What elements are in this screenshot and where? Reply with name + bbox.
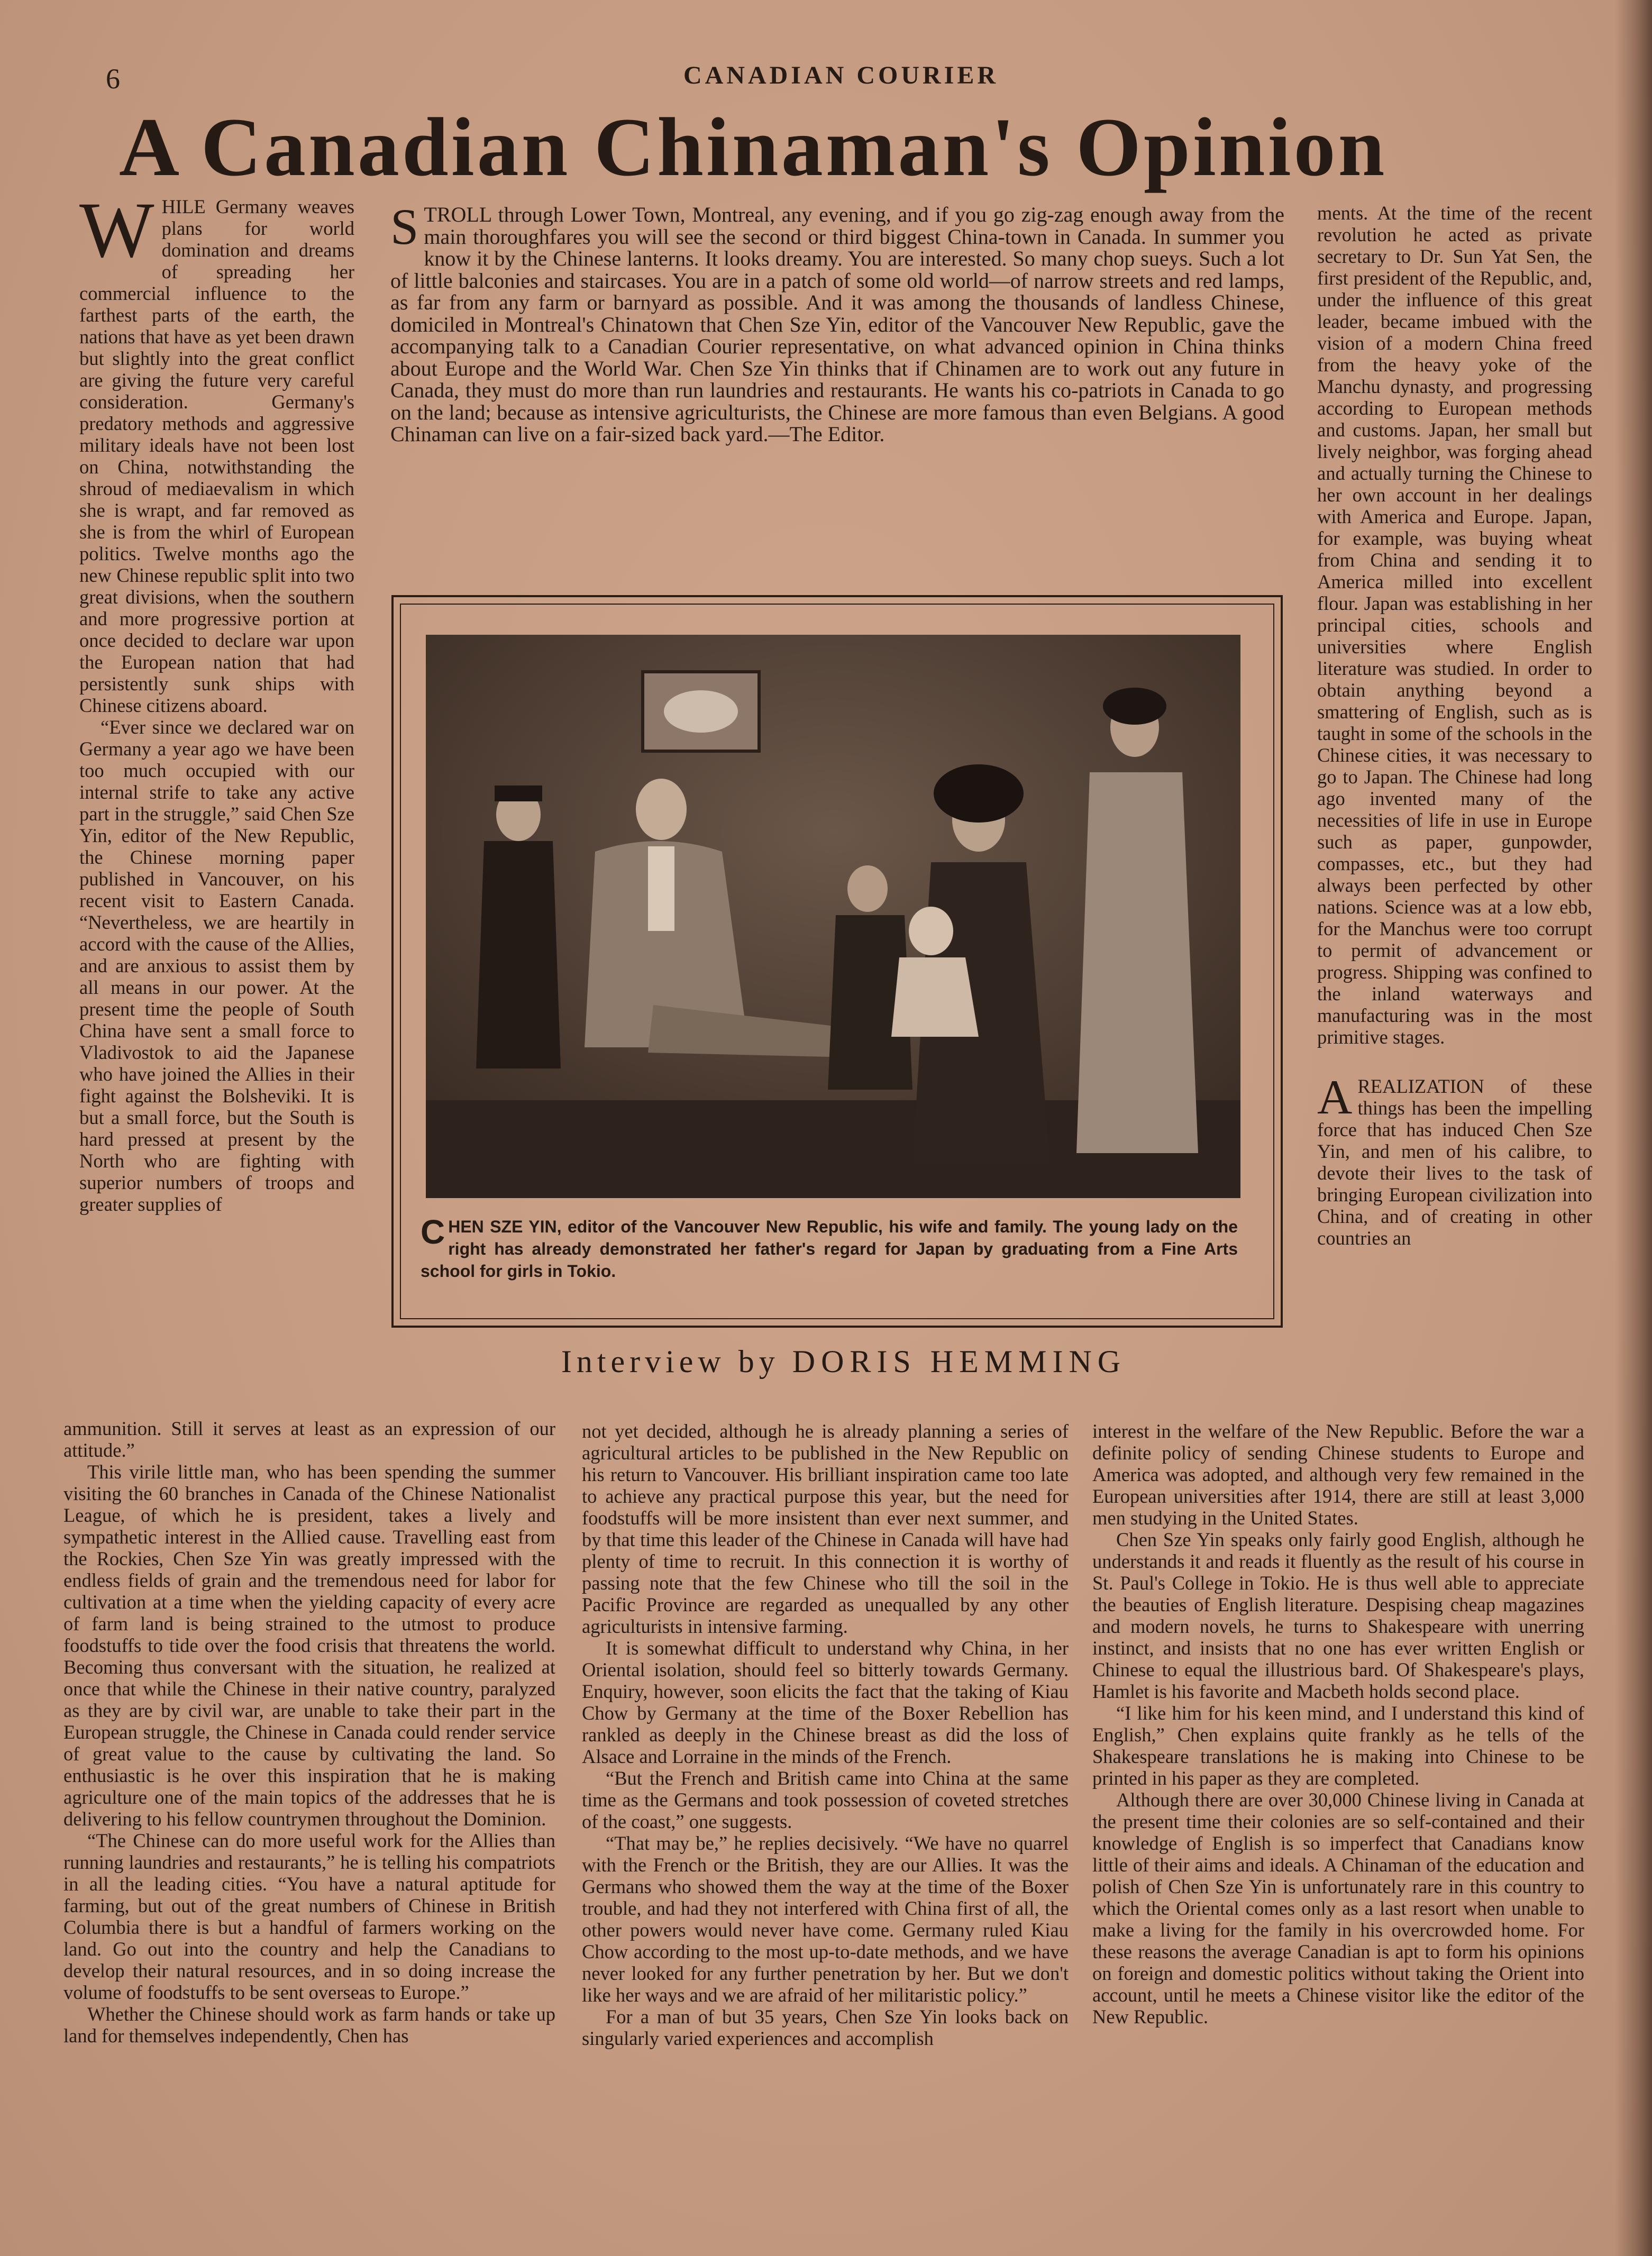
paragraph: Although there are over 30,000 Chinese living in Canada at the present time their colonies are so self-contained and their knowledge of English is so imperfect that Canadians know little of their aims and ideals. A Chinaman of the education and polish of Chen Sze Yin is unfortunately rare in this country to which the Oriental comes only as a last resort when unable to make a living for the family in his overcrowded home. For these reasons the average Canadian is apt to form his opinions on foreign and domestic politics without taking the Orient into account, until he meets a Chinese visitor like the editor of the New Republic. [1092,1789,1584,2027]
running-head: CANADIAN COURIER [683,61,999,89]
paragraph: not yet decided, although he is already planning a series of agricultural articles to be published in the New Republic on his return to Vancouver. His brilliant inspiration came too late to achieve any practical purpose this year, but the need for foodstuffs will be more insistent than ever next summer, and by that time this leader of the Chinese in Canada will have had plenty of time to recruit. In this connection it is worthy of passing note that the few Chinese who till the soil in the Pacific Province are regarded as unequalled by any other agriculturists in intensive farming. [582,1420,1069,1637]
right-column [1317,202,1592,1249]
family-photograph [426,635,1240,1198]
paragraph: Chen Sze Yin speaks only fairly good English, although he understands it and reads it fluently as the result of his course in St. Paul's College in Tokio. He is thus well able to appreciate the beauties of English literature. Despising cheap magazines and modern novels, he turns to Shakespeare with unerring instinct, and insists that no one has ever written English or Chinese to equal the illustrious bard. Of Shakespeare's plays, Hamlet is his favorite and Macbeth holds second place. [1092,1529,1584,1702]
paragraph: HILE Germany weaves plans for world domination and dreams of spreading her commercial influence to the farthest parts of the earth, the nations that have as yet been drawn but slightly into the great conflict are giving the future very careful consideration. Germany's predatory methods and aggressive military ideals have not been lost on China, notwithstanding the shroud of mediaevalism in which she is wrapt, and far removed as she is from the whirl of European politics. Twelve months ago the new Chinese republic split into two great divisions, when the southern and more progressive portion at once decided to declare war upon the European nation that had persistently sunk ships with Chinese citizens aboard. [79,196,354,716]
intro-text: TROLL through Lower Town, Montreal, any evening, and if you go zig-zag enough away from the main thoroughfares you will see the second or third biggest China-town in Canada. In summer you know it by the Chinese lanterns. It looks dreamy. You are interested. So many chop sueys. Such a lot of little balconies and staircases. You are in a patch of some old world—of narrow streets and red lamps, as far from any farm or barnyard as possible. And it was among the thousands of landless Chinese, domiciled in Montreal's Chinatown that Chen Sze Yin, editor of the Vancouver New Republic, gave the accompanying talk to a Canadian Courier representative, on what advanced opinion in China thinks about Europe and the World War. Chen Sze Yin thinks that if Chinamen are to work out any future in Canada, they must do more than run laundries and restaurants. He wants his co-patriots in Canada to go on the land; because as intensive agriculturists, the Chinese are more famous than even Belgians. A good Chinaman can live on a fair-sized back yard.—The Editor. [390,203,1284,446]
paragraph: interest in the welfare of the New Republic. Before the war a definite policy of sending Chinese students to Europe and America was adopted, and although very few remained in the European universities after 1914, there are still at least 3,000 men studying in the United States. [1092,1420,1584,1529]
paragraph: Whether the Chinese should work as farm hands or take up land for themselves independently, Chen has [63,2003,555,2047]
paragraph: It is somewhat difficult to understand why China, in her Oriental isolation, should feel so bitterly towards Germany. Enquiry, however, soon elicits the fact that the taking of Kiau Chow by Germany at the time of the Boxer Rebellion has rankled as deeply in the Chinese breast as did the loss of Alsace and Lorraine in the minds of the French. [582,1637,1069,1767]
paragraph: “That may be,” he replies decisively. “We have no quarrel with the French or the British, they are our Allies. It was the Germans who showed them the way at the time of the Boxer trouble, and had they not interfered with China first of all, the other powers would never have come. Germany ruled Kiau Chow according to the most up-to-date methods, and we have never looked for any further penetration by her. But we don't like her ways and we are afraid of her militaristic policy.” [582,1832,1069,2006]
page-gutter-shadow [1615,0,1652,2256]
byline [466,1344,1222,1380]
drop-cap-s: S [390,198,419,255]
paragraph: “The Chinese can do more useful work for the Allies than running laundries and restaurants,” he is telling his compatriots in all the leading cities. “You have a natural aptitude for farming, but out of the great numbers of Chinese in British Columbia there is but a handful of farmers working on the land. Go out into the country and help the Canadians to develop their natural resources, and in so doing increase the volume of foodstuffs to be sent overseas to Europe.” [63,1830,555,2003]
byline-author: DORIS HEMMING [792,1344,1127,1379]
paragraph: “I like him for his keen mind, and I understand this kind of English,” Chen explains quite frankly as he tells of the Shakespeare translations he is making into Chinese to be printed in his paper as they are completed. [1092,1702,1584,1789]
drop-cap-a: A [1317,1070,1353,1124]
headline: A Canadian Chinaman's Opinion [119,101,1388,194]
bottom-right-column [1092,1420,1584,2027]
bottom-middle-column [582,1420,1069,2049]
paragraph: ments. At the time of the recent revolution he acted as private secretary to Dr. Sun Yat Sen, the first president of the Republic, and, under the influence of this great leader, became imbued with the vision of a modern China freed from the heavy yoke of the Manchu dynasty, and progressing according to European methods and customs. Japan, her small but lively neighbor, was forging ahead and actually turning the Chinese to her own account in her dealings with America and Europe. Japan, for example, was buying wheat from China and sending it to America milled into excellent flour. Japan was establishing in her principal cities, schools and universities where English literature was studied. In order to obtain anything beyond a smattering of English, such as is taught in some of the schools in the Chinese cities, it was necessary to go to Japan. The Chinese had long ago invented many of the necessities of life in use in Europe such as paper, gunpowder, compasses, etc., but they had always been perfected by other nations. Science was at a low ebb, for the Manchus were too corrupt to permit of advancement or progress. Shipping was confined to the inland waterways and manufacturing was in the most primitive stages. [1317,202,1592,1048]
page-number: 6 [106,63,120,95]
caption-drop-cap: C [421,1213,445,1251]
paragraph: For a man of but 35 years, Chen Sze Yin looks back on singularly varied experiences and accomplish [582,2006,1069,2049]
editor-intro [390,198,1284,446]
bottom-left-column [63,1418,555,2047]
caption-text: HEN SZE YIN, editor of the Vancouver New Republic, his wife and family. The young lady on the right has already demonstrated her father's regard for Japan by graduating from a Fine Arts school for girls in Tokio. [421,1217,1238,1281]
drop-cap-w: W [79,186,154,274]
paragraph: This virile little man, who has been spending the summer visiting the 60 branches in Canada of the Chinese Nationalist League, of which he is president, takes a lively and sympathetic interest in the Allied cause. Travelling east from the Rockies, Chen Sze Yin was greatly impressed with the endless fields of grain and the tremendous need for labor for cultivation at a time when the yielding capacity of every acre of farm land is being strained to the utmost to produce foodstuffs to tide over the food crisis that threatens the world. Becoming thus conversant with the situation, he realized at once that while the Chinese in their native country, paralyzed as they are by civil war, are unable to take their part in the European struggle, the Chinese in Canada could render service of great value to the cause by cultivating the land. So enthusiastic is he over this inspiration that he is making agriculture one of the main topics of the addresses that he is delivering to his fellow countrymen throughout the Dominion. [63,1461,555,1830]
byline-prefix: Interview by [561,1344,780,1379]
paragraph: “Ever since we declared war on Germany a year ago we have been too much occupied with our internal strife to take any active part in the struggle,” said Chen Sze Yin, editor of the New Republic, the Chinese morning paper published in Vancouver, on his recent visit to Eastern Canada. “Nevertheless, we are heartily in accord with the cause of the Allies, and are anxious to assist them by all means in our power. At the present time the people of South China have sent a small force to Vladivostok to aid the Japanese who have joined the Allies in their fight against the Bolsheviki. It is but a small force, but the South is hard pressed at present by the North who are fighting with superior numbers of troops and greater supplies of [79,716,354,1215]
paragraph: ammunition. Still it serves at least as an expression of our attitude.” [63,1418,555,1461]
photo-caption [421,1213,1238,1282]
family-photograph-illustration [426,635,1240,1198]
paragraph: “But the French and British came into China at the same time as the Germans and took possession of coveted stretches of the coast,” one suggests. [582,1767,1069,1832]
paragraph: REALIZATION of these things has been the impelling force that has induced Chen Sze Yin, and men of his calibre, to devote their lives to the task of bringing European civilization into China, and of creating in other countries an [1317,1075,1592,1249]
left-column [79,186,354,1215]
